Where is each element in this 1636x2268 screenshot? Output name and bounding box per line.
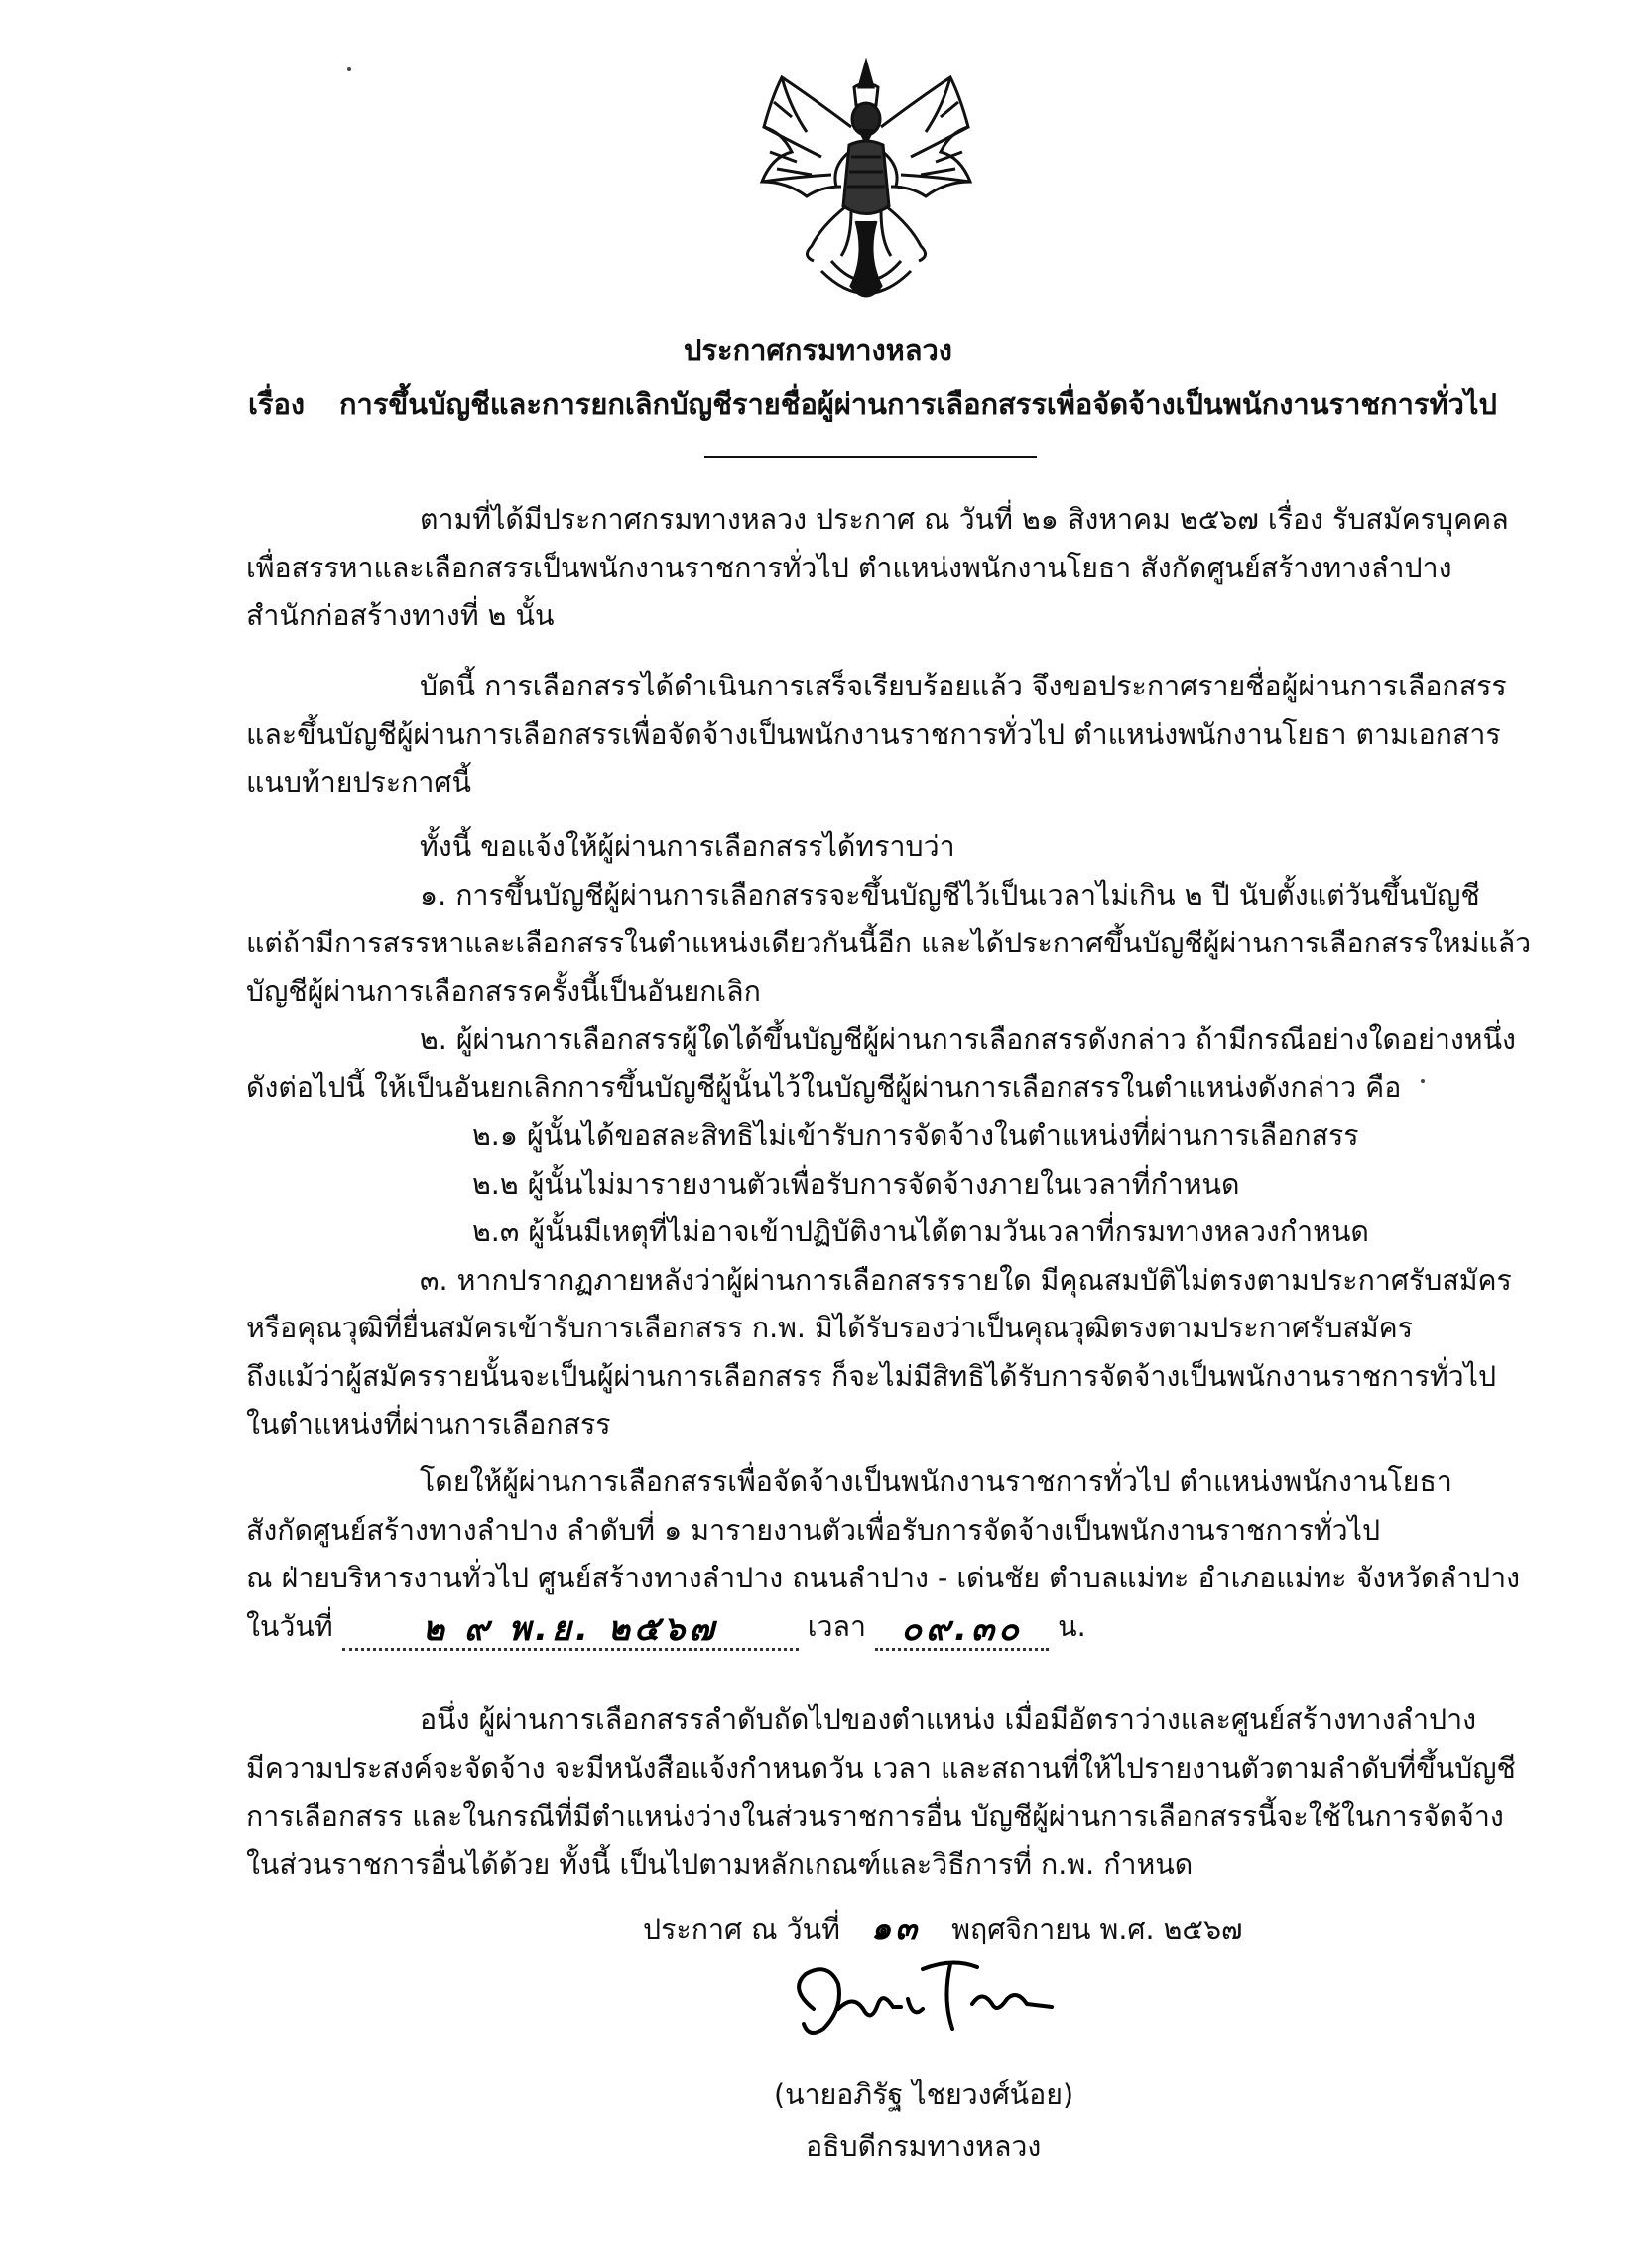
- text-line: การเลือกสรร และในกรณีที่มีตำแหน่งว่างในส่วนราชการอื่น บัญชีผู้ผ่านการเลือกสรรนี้จะใช้ในการจัดจ้าง: [246, 1800, 1504, 1832]
- paragraph-conditions: [246, 823, 1532, 1449]
- text-line: ณ ฝ่ายบริหารงานทั่วไป ศูนย์สร้างทางลำปาง ถนนลำปาง - เด่นชัย ตำบลแม่ทะ อำเภอแม่ทะ จังหวัดลำปาง: [246, 1562, 1520, 1594]
- text-line: ดังต่อไปนี้ ให้เป็นอันยกเลิกการขึ้นบัญชีผู้นั้นไว้ในบัญชีผู้ผ่านการเลือกสรรในตำแหน่งดังกล่าว คือ: [246, 1071, 1402, 1104]
- time-field: [875, 1610, 1049, 1651]
- paragraph-next-candidates: [246, 1697, 1516, 1889]
- paragraph-announcement-result: [246, 663, 1507, 808]
- announce-prefix: ประกาศ ณ วันที่: [643, 1913, 840, 1946]
- date-field: [342, 1610, 799, 1651]
- text-line: ในตำแหน่งที่ผ่านการเลือกสรร: [246, 1408, 611, 1441]
- text-line: บัดนี้ การเลือกสรรได้ดำเนินการเสร็จเรียบร้อยแล้ว จึงขอประกาศรายชื่อผู้ผ่านการเลือกสรร: [420, 670, 1507, 702]
- garuda-emblem-icon: [752, 58, 980, 315]
- condition-sub-item: ๒.๒ ผู้นั้นไม่มารายงานตัวเพื่อรับการจัดจ้างภายในเวลาที่กำหนด: [472, 1167, 1240, 1200]
- paragraph-announcement-reference: [246, 496, 1509, 641]
- paragraph-report-instructions: [246, 1458, 1520, 1651]
- condition-item-1: ๑. การขึ้นบัญชีผู้ผ่านการเลือกสรรจะขึ้นบัญชีไว้เป็นเวลาไม่เกิน ๒ ปี นับตั้งแต่วันขึ้นบัญชี: [420, 878, 1480, 912]
- text-line: แนบท้ายประกาศนี้: [246, 766, 471, 799]
- text-line: ในส่วนราชการอื่นได้ด้วย ทั้งนี้ เป็นไปตามหลักเกณฑ์และวิธีการที่ ก.พ. กำหนด: [246, 1847, 1194, 1881]
- text-line: หรือคุณวุฒิที่ยื่นสมัครเข้ารับการเลือกสรร ก.พ. มิได้รับรองว่าเป็นคุณวุฒิตรงตามประกาศรับสมัคร: [246, 1312, 1414, 1344]
- document-title: ประกาศกรมทางหลวง: [684, 333, 952, 367]
- announce-month-year: พฤศจิกายน พ.ศ. ๒๕๖๗: [951, 1913, 1243, 1946]
- time-unit: น.: [1058, 1609, 1086, 1643]
- condition-sub-item: ๒.๑ ผู้นั้นได้ขอสละสิทธิไม่เข้ารับการจัดจ้างในตำแหน่งที่ผ่านการเลือกสรร: [472, 1119, 1359, 1152]
- text-line: อนึ่ง ผู้ผ่านการเลือกสรรลำดับถัดไปของตำแหน่ง เมื่อมีอัตราว่างและศูนย์สร้างทางลำปาง: [420, 1703, 1477, 1736]
- subject-label: เรื่อง: [248, 387, 306, 421]
- text-line: ถึงแม้ว่าผู้สมัครรายนั้นจะเป็นผู้ผ่านการเลือกสรร ก็จะไม่มีสิทธิได้รับการจัดจ้างเป็นพนักงานราชการทั่วไป: [246, 1359, 1497, 1393]
- handwritten-signature-icon: [784, 1950, 1062, 2059]
- text-line: สำนักก่อสร้างทางที่ ๒ นั้น: [246, 599, 555, 632]
- text-line: เพื่อสรรหาและเลือกสรรเป็นพนักงานราชการทั่วไป ตำแหน่งพนักงานโยธา สังกัดศูนย์สร้างทางลำปาง: [246, 551, 1452, 584]
- subject-text: การขึ้นบัญชีและการยกเลิกบัญชีรายชื่อผู้ผ่านการเลือกสรรเพื่อจัดจ้างเป็นพนักงานราชการทั่วไป: [339, 387, 1497, 421]
- handwritten-time: ๐๙.๓๐: [901, 1609, 1023, 1649]
- report-date-line: [246, 1603, 1496, 1652]
- condition-sub-item: ๒.๓ ผู้นั้นมีเหตุที่ไม่อาจเข้าปฏิบัติงานได้ตามวันเวลาที่กรมทางหลวงกำหนด: [472, 1215, 1369, 1248]
- scan-speck: [1421, 1079, 1425, 1083]
- announce-day: ๑๓: [870, 1909, 922, 1947]
- text-line: ตามที่ได้มีประกาศกรมทางหลวง ประกาศ ณ วันที่ ๒๑ สิงหาคม ๒๕๖๗ เรื่อง รับสมัครบุคคล: [420, 503, 1509, 536]
- scan-speck: [347, 67, 351, 71]
- text-line: แต่ถ้ามีการสรรหาและเลือกสรรในตำแหน่งเดียวกันนี้อีก และได้ประกาศขึ้นบัญชีผู้ผ่านการเลือกสรรใหม่แล้ว: [246, 927, 1532, 959]
- condition-item-2: ๒. ผู้ผ่านการเลือกสรรผู้ใดได้ขึ้นบัญชีผู้ผ่านการเลือกสรรดังกล่าว ถ้ามีกรณีอย่างใดอย่างหนึ่ง: [420, 1023, 1516, 1056]
- announce-date-line: [643, 1903, 1242, 1953]
- date-label: ในวันที่: [246, 1609, 333, 1643]
- conditions-intro: ทั้งนี้ ขอแจ้งให้ผู้ผ่านการเลือกสรรได้ทราบว่า: [420, 830, 955, 863]
- time-label: เวลา: [807, 1609, 867, 1643]
- text-line: สังกัดศูนย์สร้างทางลำปาง ลำดับที่ ๑ มารายงานตัวเพื่อรับการจัดจ้างเป็นพนักงานราชการทั่วไป: [246, 1513, 1381, 1547]
- condition-item-3: ๓. หากปรากฏภายหลังว่าผู้ผ่านการเลือกสรรรายใด มีคุณสมบัติไม่ตรงตามประกาศรับสมัคร: [420, 1263, 1512, 1297]
- text-line: บัญชีผู้ผ่านการเลือกสรรครั้งนี้เป็นอันยกเลิก: [246, 974, 761, 1008]
- text-line: มีความประสงค์จะจัดจ้าง จะมีหนังสือแจ้งกำหนดวัน เวลา และสถานที่ให้ไปรายงานตัวตามลำดับที่ขึ้นบัญชี: [246, 1751, 1516, 1785]
- signer-title: อธิบดีกรมทางหลวง: [806, 2130, 1042, 2163]
- text-line: และขึ้นบัญชีผู้ผ่านการเลือกสรรเพื่อจัดจ้างเป็นพนักงานราชการทั่วไป ตำแหน่งพนักงานโยธา ตามเอกสาร: [246, 717, 1501, 751]
- text-line: โดยให้ผู้ผ่านการเลือกสรรเพื่อจัดจ้างเป็นพนักงานราชการทั่วไป ตำแหน่งพนักงานโยธา: [420, 1465, 1452, 1498]
- signer-name: (นายอภิรัฐ ไชยวงศ์น้อย): [774, 2079, 1074, 2111]
- title-divider: [704, 456, 1037, 458]
- handwritten-date: ๒ ๙ พ.ย. ๒๕๖๗: [422, 1609, 718, 1649]
